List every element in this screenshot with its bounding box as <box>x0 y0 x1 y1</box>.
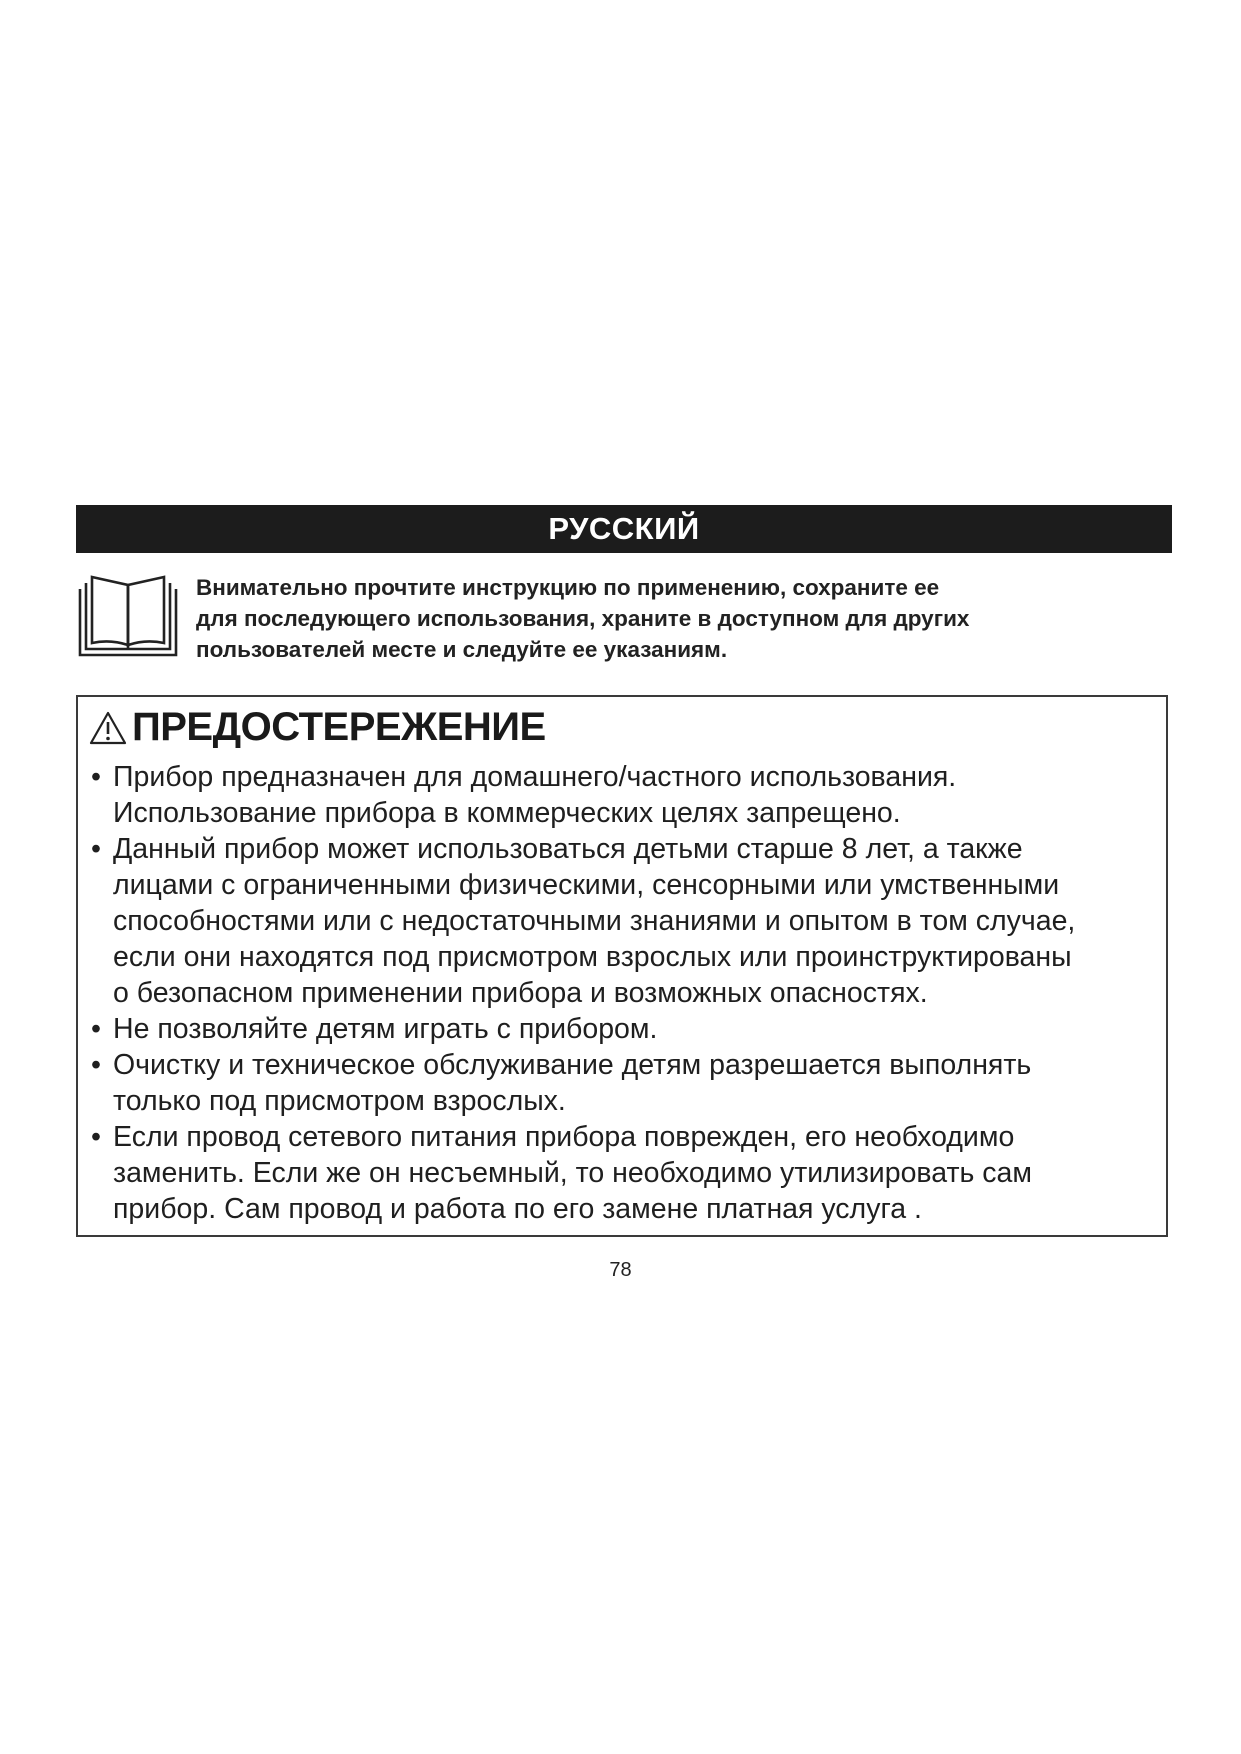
warning-list <box>89 759 1159 1227</box>
intro-section <box>76 572 1172 664</box>
warning-line: способностями или с недостаточными знаниями и опытом в том случае, <box>113 905 1076 937</box>
warning-triangle-icon <box>89 711 127 745</box>
page-number: 78 <box>609 1259 632 1281</box>
warning-line: Прибор предназначен для домашнего/частного использования. <box>113 761 957 793</box>
warning-line: Данный прибор может использоваться детьми старше 8 лет, а также <box>113 833 1023 865</box>
warning-box <box>76 695 1168 1237</box>
warning-line: лицами с ограниченными физическими, сенсорными или умственными <box>113 869 1060 901</box>
warning-line: Использование прибора в коммерческих целях запрещено. <box>113 797 901 829</box>
bullet: • <box>91 1049 101 1081</box>
warning-item <box>89 1011 1159 1047</box>
warning-line: если они находятся под присмотром взрослых или проинструктированы <box>113 941 1072 973</box>
warning-item <box>89 831 1159 1011</box>
warning-item <box>89 759 1159 831</box>
bullet: • <box>91 761 101 793</box>
intro-line: Внимательно прочтите инструкцию по применению, сохраните ее <box>196 575 940 600</box>
open-book-icon <box>76 575 180 659</box>
bullet: • <box>91 1013 101 1045</box>
language-header-bar <box>76 505 1172 553</box>
intro-text <box>196 572 1156 665</box>
warning-line: о безопасном применении прибора и возможных опасностях. <box>113 977 928 1009</box>
bullet: • <box>91 1121 101 1153</box>
warning-item <box>89 1119 1159 1227</box>
bullet: • <box>91 833 101 865</box>
language-title: РУССКИЙ <box>548 511 700 546</box>
warning-line: прибор. Сам провод и работа по его замене платная услуга . <box>113 1193 922 1225</box>
warning-line: заменить. Если же он несъемный, то необходимо утилизировать сам <box>113 1157 1032 1189</box>
warning-item <box>89 1047 1159 1119</box>
warning-heading <box>89 705 546 750</box>
intro-line: для последующего использования, храните в доступном для других <box>196 606 970 631</box>
warning-line: Если провод сетевого питания прибора поврежден, его необходимо <box>113 1121 1015 1153</box>
warning-line: Не позволяйте детям играть с прибором. <box>113 1013 658 1045</box>
warning-line: только под присмотром взрослых. <box>113 1085 566 1117</box>
warning-title: ПРЕДОСТЕРЕЖЕНИЕ <box>132 705 546 749</box>
warning-line: Очистку и техническое обслуживание детям разрешается выполнять <box>113 1049 1032 1081</box>
intro-line: пользователей месте и следуйте ее указаниям. <box>196 637 728 662</box>
